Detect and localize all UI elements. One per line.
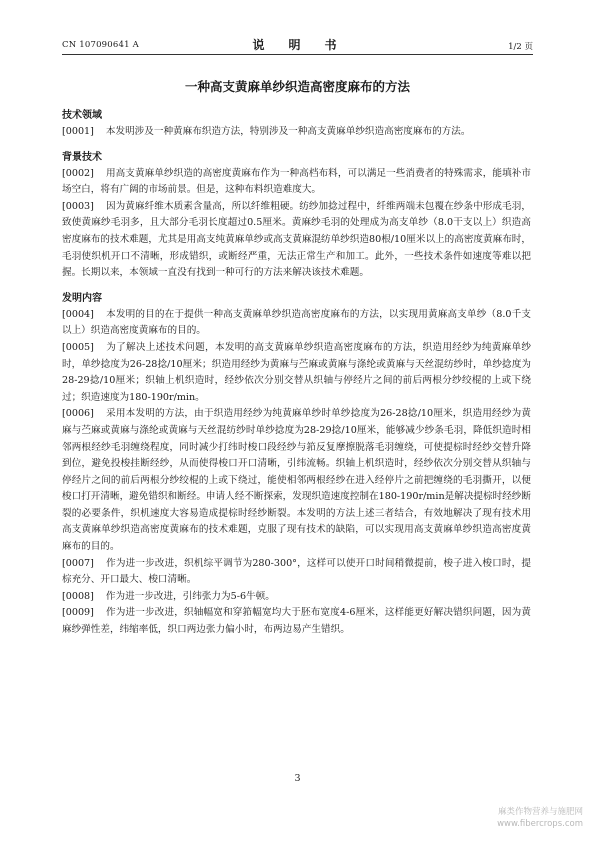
paragraph-number: [0006] <box>62 408 94 420</box>
watermark-url: www.fibercrops.com <box>497 819 583 829</box>
paragraph-number: [0008] <box>62 590 94 602</box>
paragraph <box>62 199 531 282</box>
section-heading: 背景技术 <box>62 151 102 163</box>
paragraph-number: [0007] <box>62 557 94 569</box>
paragraph-number: [0004] <box>62 308 94 320</box>
page-header <box>62 36 533 55</box>
paragraph-text: 本发明涉及一种黄麻布织造方法，特别涉及一种高支黄麻单纱织造高密度麻布的方法。 <box>105 126 471 137</box>
section-heading: 技术领域 <box>62 110 102 121</box>
publication-number: CN 107090641 A <box>62 40 139 50</box>
paragraph-number: [0005] <box>62 341 94 353</box>
document-body <box>62 108 531 639</box>
page-info: 1/2 页 <box>508 42 533 52</box>
paragraph-text: 作为进一步改进，引纬张力为5-6牛顿。 <box>105 590 275 602</box>
paragraph <box>62 340 531 406</box>
paragraph-number: [0002] <box>62 167 94 179</box>
paragraph-text: 作为进一步改进，织轴幅宽和穿筘幅宽均大于胚布宽度4-6厘米，这样能更好解决错织问题，因为黄麻纱弹性差，纬缩率低，织口两边张力偏小时，布两边易产生错织。 <box>62 607 531 636</box>
paragraph <box>62 307 531 340</box>
paragraph <box>62 124 531 141</box>
paragraph-text: 作为进一步改进，织机综平调节为280-300°，这样可以使开口时间稍微提前，梭子进入梭口时，提棕充分、开口最大、梭口清晰。 <box>62 557 531 586</box>
paragraph <box>62 406 531 555</box>
paragraph <box>62 605 531 638</box>
watermark-site-name: 麻类作物营养与施肥网 <box>497 807 583 817</box>
section-heading: 发明内容 <box>62 292 102 304</box>
paragraph-text: 因为黄麻纤维木质素含量高，所以纤维粗硬。纺纱加捻过程中，纤维两端未包覆在纱条中形成毛羽，致使黄麻纱毛羽多，且大部分毛羽长度超过0.5厘米。黄麻纱毛羽的处理成为高支单纱（8.0干支以上）织造高密度麻布的技术难题，尤其是用高支纯黄麻单纱或高支黄麻混纺单纱织造80根/10厘米以上的高密度黄麻布时，毛羽使织机开口不清晰，形成错织，或断经严重，无法正常生产和加工。此外，一些技术条件如速度等难以把握。长期以来，本领域一直没有找到一种可行的方法来解决该技术难题。 <box>62 200 531 279</box>
paragraph-text: 用高支黄麻单纱织造的高密度黄麻布作为一种高档布料，可以满足一些消费者的特殊需求，能填补市场空白，将有广阔的市场前景。但是，这种布料织造难度大。 <box>62 167 531 196</box>
paragraph-number: [0001] <box>62 126 94 137</box>
paragraph-number: [0003] <box>62 200 94 212</box>
paragraph-number: [0009] <box>62 607 94 619</box>
paragraph <box>62 589 531 606</box>
paragraph-text: 为了解决上述技术问题，本发明的高支黄麻单纱织造高密度麻布的方法，织造用经纱为纯黄麻单纱时，单纱捻度为26-28捻/10厘米；织造用经纱为黄麻与苎麻或黄麻与涤纶或黄麻与天丝混纺纱时，单纱捻度为28-29捻/10厘米；织轴上机织造时，经纱依次分别交替从织轴与停经片之间的前后两根分纱绞棍的上或下绕过；织造速度为180-190r/min。 <box>62 341 531 403</box>
page-number: 3 <box>294 773 301 784</box>
header-title: 说 明 书 <box>252 38 343 52</box>
paragraph <box>62 166 531 199</box>
paragraph-text: 本发明的目的在于提供一种高支黄麻单纱织造高密度麻布的方法，以实现用黄麻高支单纱（8.0千支以上）织造高密度黄麻布的目的。 <box>62 308 531 337</box>
paragraph-text: 采用本发明的方法，由于织造用经纱为纯黄麻单纱时单纱捻度为26-28捻/10厘米，织造用经纱为黄麻与苎麻或黄麻与涤纶或黄麻与天丝混纺纱时单纱捻度为28-29捻/10厘米，能够减少纱条毛羽，降低织造时相邻两根经纱毛羽缠绕程度，同时减少打纬时梭口段经纱与筘反复摩擦脱落毛羽缠绕，可使提棕时经纱交替升降到位，避免投梭挂断经纱，从而使得梭口开口清晰，引纬流畅。织轴上机织造时，经纱依次分别交替从织轴与停经片之间的前后两根分纱绞棍的上或下绕过，能使相邻两根经纱在进入经停片之前把缠绕的毛羽撕开，以便梭口打开清晰，避免错织和断经。申请人经不断探索，发现织造速度控制在180-190r/min是解决提棕时经纱断裂的必要条件，织机速度大容易造成提棕时经纱断裂。本发明的方法上述三者结合，有效地解决了现有技术用高支黄麻单纱织造高密度黄麻布的技术难题，克服了现有技术的缺陷，可以实现用高支黄麻单纱织造高密度黄麻布的目的。 <box>62 408 531 553</box>
site-watermark <box>497 806 583 830</box>
document-title: 一种高支黄麻单纱织造高密度麻布的方法 <box>184 79 410 94</box>
paragraph <box>62 556 531 589</box>
